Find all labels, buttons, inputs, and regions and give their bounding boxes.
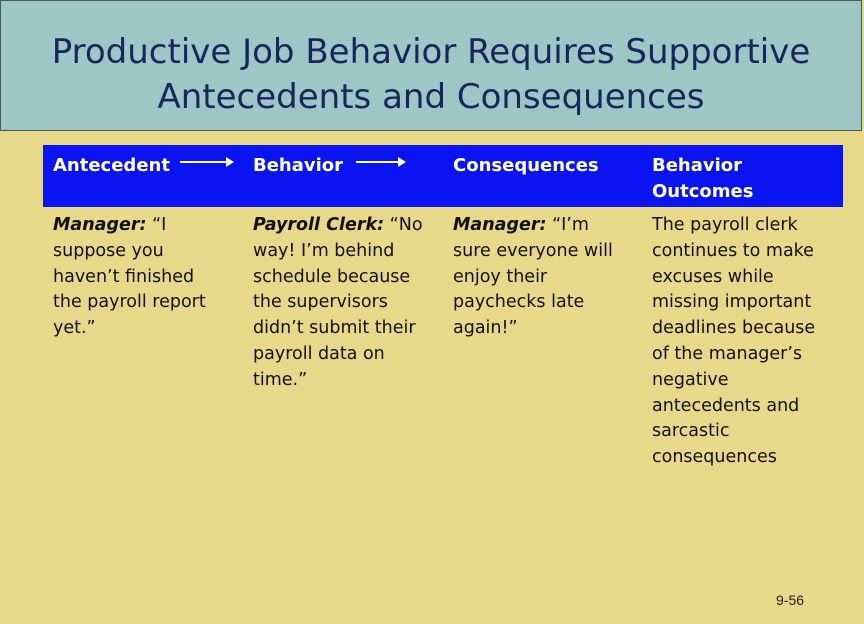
cell-behavior	[253, 213, 423, 394]
speaker-label: Manager:	[453, 215, 547, 235]
arrow-right-icon	[356, 161, 404, 163]
header-consequences: Consequences	[453, 155, 599, 176]
quote-text: “I’m sure everyone will enjoy their paychecks late again!”	[453, 215, 613, 339]
header-behavior-outcomes	[652, 153, 753, 205]
slide-title-line-1: Productive Job Behavior Requires Supportive	[51, 32, 811, 72]
quote-text: “I suppose you haven’t finished the payroll report yet.”	[53, 215, 206, 339]
arrow-right-icon	[180, 161, 232, 163]
header-behavior-outcomes-line-1: Behavior	[652, 155, 743, 176]
slide-title	[0, 30, 862, 120]
cell-outcome: The payroll clerk continues to make excuses while missing important deadlines because of the manager’s negative antecedents and sarcastic consequences	[652, 215, 816, 468]
header-behavior-outcomes-line-2: Outcomes	[652, 181, 754, 202]
quote-text: “No way! I’m behind schedule because the supervisors didn’t submit their payroll data on time.”	[253, 215, 423, 390]
page-number: 9-56	[776, 592, 805, 608]
cell-consequences	[453, 213, 628, 342]
cell-antecedent	[53, 213, 223, 342]
header-antecedent: Antecedent	[53, 155, 170, 176]
slide-title-line-2: Antecedents and Consequences	[157, 77, 705, 117]
speaker-label: Payroll Clerk:	[253, 215, 385, 235]
speaker-label: Manager:	[53, 215, 147, 235]
header-behavior: Behavior	[253, 155, 344, 176]
